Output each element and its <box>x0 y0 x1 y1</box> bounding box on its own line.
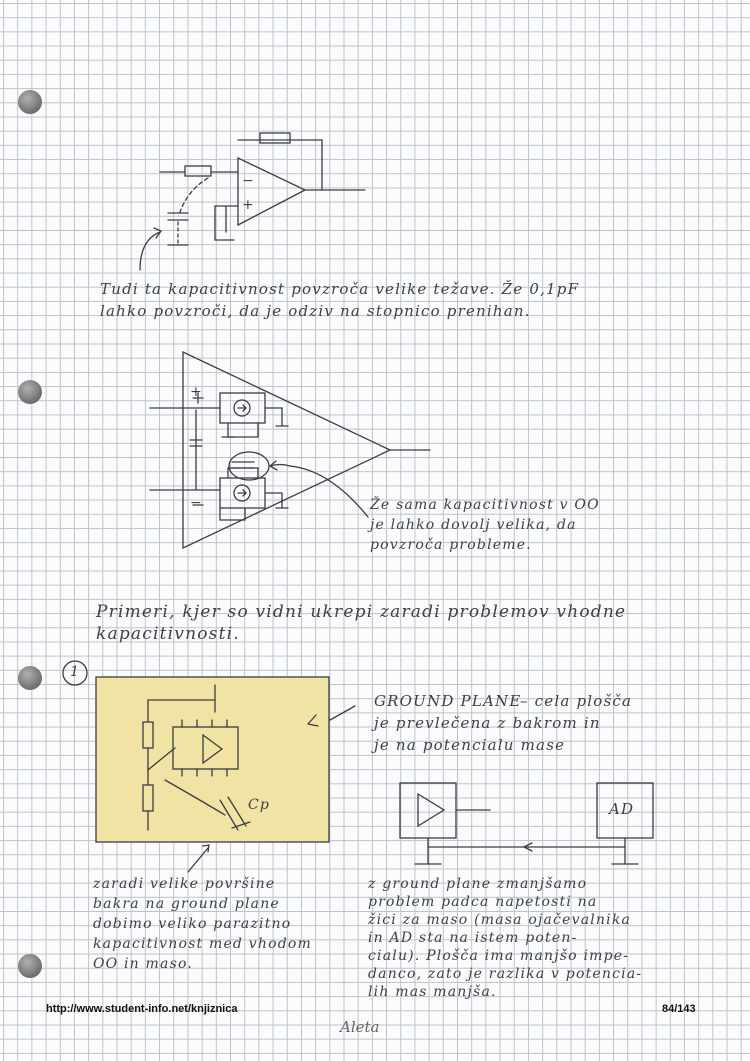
note-line: je lahko dovolj velika, da <box>370 517 577 533</box>
page-number: 84/143 <box>662 1003 696 1015</box>
ground-plane-board <box>96 677 355 872</box>
left-note-line: zaradi velike površine <box>93 876 276 892</box>
minus-label: − <box>242 173 255 189</box>
amp-ad-ground-diagram <box>400 783 653 864</box>
brand-logo: Aleta <box>340 1018 380 1036</box>
right-note-line: danco, zato je razlika v potencia- <box>368 966 643 982</box>
section-heading: Primeri, kjer so vidni ukrepi zaradi problemov vhodne <box>96 602 627 622</box>
right-note-line: žici za maso (masa ojačevalnika <box>368 912 632 928</box>
ground-plane-line: je prevlečena z bakrom in <box>374 714 601 732</box>
ad-label: AD <box>609 800 635 818</box>
right-note-line: problem padca napetosti na <box>368 894 598 910</box>
left-note-line: bakra na ground plane <box>93 896 280 912</box>
note-line: Tudi ta kapacitivnost povzroča velike težave. Že 0,1pF <box>100 280 580 298</box>
plus-label: + <box>242 197 255 213</box>
minus-label: − <box>190 495 203 511</box>
note-line: povzroča probleme. <box>370 537 532 553</box>
left-note-line: OO in maso. <box>93 956 193 972</box>
footer-url-link[interactable]: http://www.student-info.net/knjiznica <box>46 1003 238 1015</box>
note-line: Že sama kapacitivnost v OO <box>370 497 600 513</box>
left-note-line: dobimo veliko parazitno <box>93 916 292 932</box>
right-note-line: cialu). Plošča ima manjšo impe- <box>368 948 630 964</box>
ground-plane-title: GROUND PLANE <box>374 692 522 710</box>
cp-label: Cp <box>248 797 271 813</box>
right-note-line: lih mas manjša. <box>368 984 497 1000</box>
ground-plane-line: – cela plošča <box>520 692 633 710</box>
right-note-line: in AD sta na istem poten- <box>368 930 578 946</box>
example-number: 1 <box>70 664 81 680</box>
ground-plane-line: je na potencialu mase <box>374 736 566 754</box>
section-heading: kapacitivnosti. <box>96 624 240 644</box>
plus-label: + <box>190 384 203 400</box>
right-note-line: z ground plane zmanjšamo <box>368 876 588 892</box>
left-note-line: kapacitivnost med vhodom <box>93 936 312 952</box>
note-line: lahko povzroči, da je odziv na stopnico prenihan. <box>100 302 531 320</box>
